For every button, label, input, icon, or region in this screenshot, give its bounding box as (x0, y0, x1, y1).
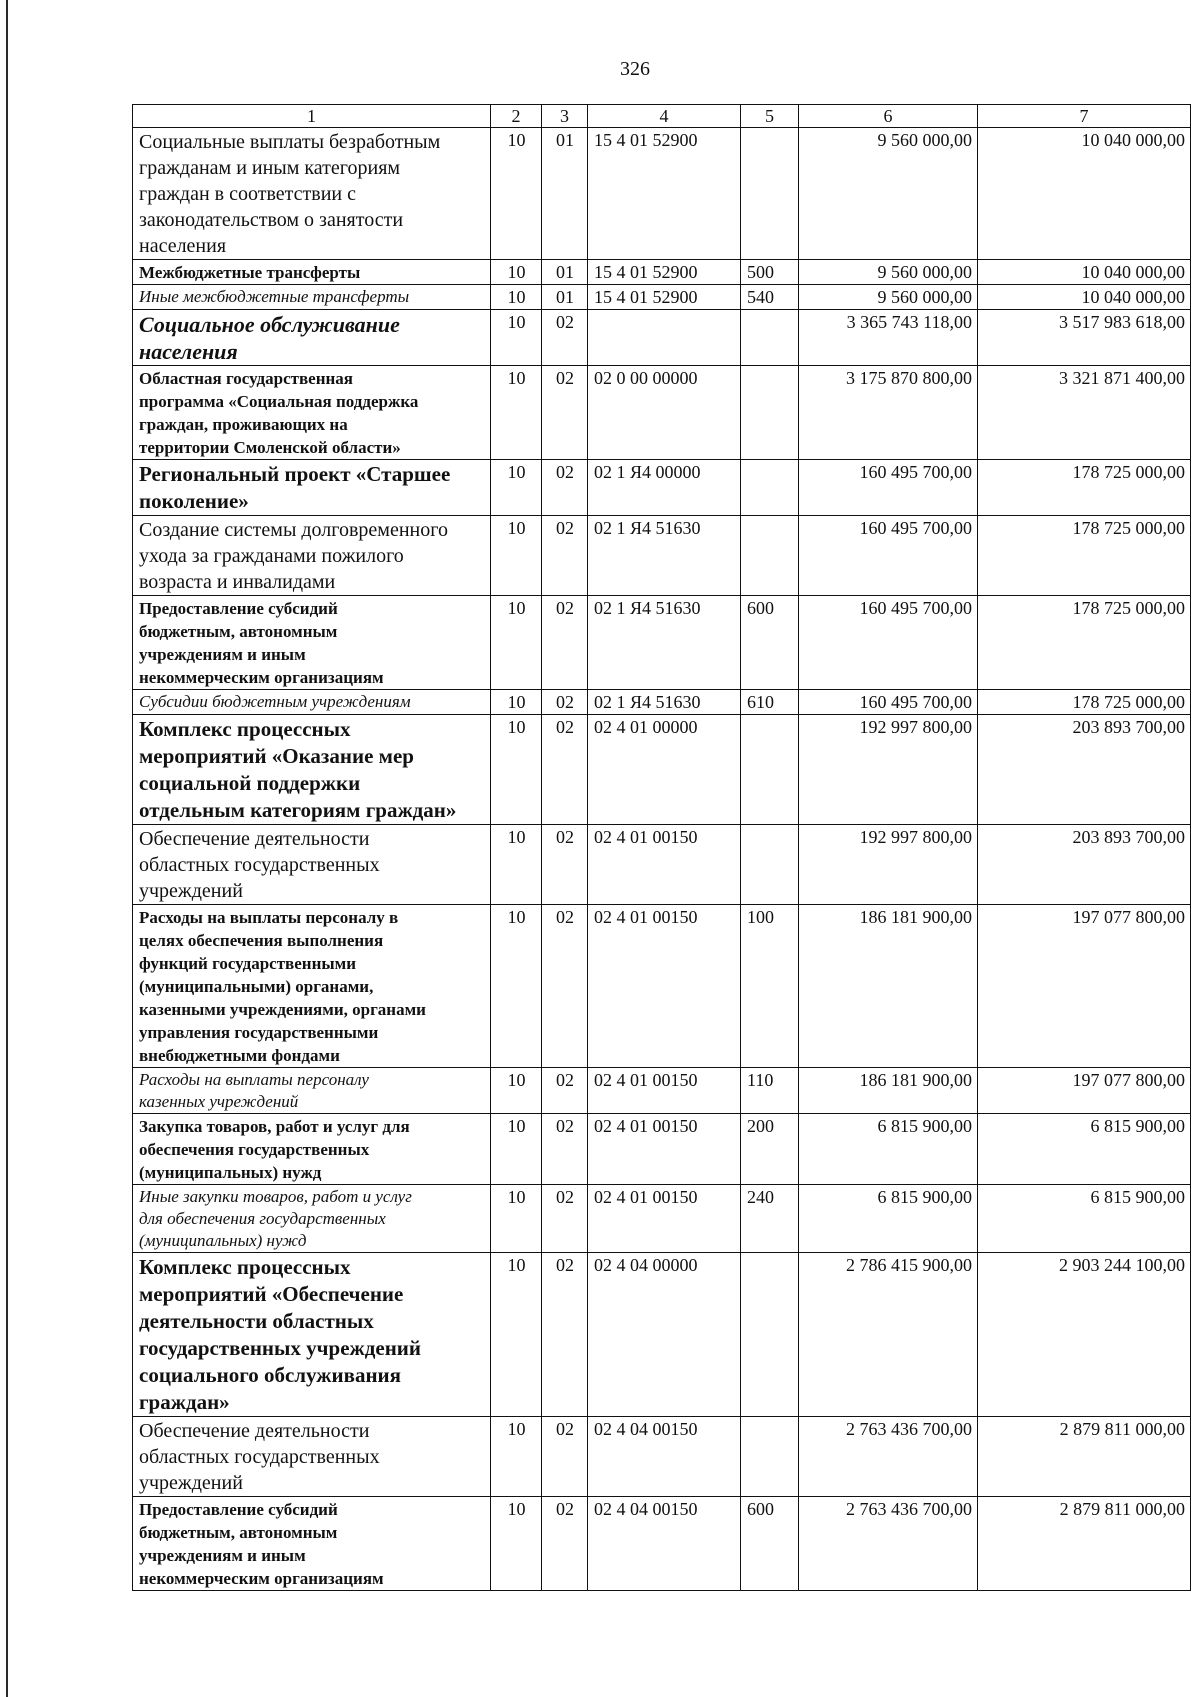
item-name-line: деятельности областных (139, 1309, 374, 1333)
item-name-line: Иные закупки товаров, работ и услуг (139, 1187, 412, 1206)
item-name-line: функций государственными (139, 954, 357, 973)
cell-item-name (133, 1114, 491, 1185)
item-name-line: Расходы на выплаты персоналу (139, 1070, 369, 1089)
item-name-line: Иные межбюджетные трансферты (139, 287, 410, 306)
cell-subsection: 01 (542, 128, 588, 260)
cell-expense-type: 610 (741, 690, 799, 715)
item-name-line: поколение» (139, 489, 249, 513)
cell-amount-year-1: 6 815 900,00 (799, 1185, 978, 1253)
item-name-line: (муниципальными) органами, (139, 977, 374, 996)
table-row (133, 460, 1191, 516)
cell-item-name (133, 905, 491, 1068)
cell-target-article: 02 0 00 00000 (588, 366, 741, 460)
table-row (133, 690, 1191, 715)
table-row (133, 1068, 1191, 1114)
header-col-2: 2 (491, 105, 542, 128)
cell-target-article: 02 4 04 00150 (588, 1497, 741, 1591)
cell-subsection: 02 (542, 1185, 588, 1253)
cell-target-article: 15 4 01 52900 (588, 128, 741, 260)
item-name-line: учреждениям и иным (139, 645, 306, 664)
cell-amount-year-2: 197 077 800,00 (978, 1068, 1191, 1114)
item-name-line: граждан» (139, 1390, 230, 1414)
cell-section: 10 (491, 128, 542, 260)
cell-amount-year-2: 2 879 811 000,00 (978, 1497, 1191, 1591)
item-name-line: Социальное обслуживание (139, 312, 400, 337)
cell-amount-year-2: 6 815 900,00 (978, 1185, 1191, 1253)
item-name-line: казенных учреждений (139, 1092, 299, 1111)
cell-target-article: 15 4 01 52900 (588, 260, 741, 285)
item-name-line: Расходы на выплаты персоналу в (139, 908, 399, 927)
cell-target-article: 02 4 01 00150 (588, 905, 741, 1068)
cell-expense-type (741, 1417, 799, 1497)
item-name-line: Субсидии бюджетным учреждениям (139, 692, 411, 711)
cell-item-name (133, 1068, 491, 1114)
item-name-line: населения (139, 235, 227, 257)
cell-amount-year-2: 203 893 700,00 (978, 825, 1191, 905)
cell-item-name (133, 516, 491, 596)
cell-target-article (588, 310, 741, 366)
cell-target-article: 02 1 Я4 00000 (588, 460, 741, 516)
table-row (133, 905, 1191, 1068)
cell-amount-year-2: 10 040 000,00 (978, 128, 1191, 260)
cell-amount-year-2: 178 725 000,00 (978, 460, 1191, 516)
cell-amount-year-1: 160 495 700,00 (799, 460, 978, 516)
cell-target-article: 02 4 04 00150 (588, 1417, 741, 1497)
item-name-line: Предоставление субсидий (139, 599, 338, 618)
cell-subsection: 02 (542, 1068, 588, 1114)
cell-expense-type (741, 715, 799, 825)
cell-amount-year-1: 192 997 800,00 (799, 825, 978, 905)
cell-expense-type (741, 825, 799, 905)
cell-amount-year-1: 160 495 700,00 (799, 690, 978, 715)
page-number: 326 (620, 58, 650, 80)
cell-expense-type (741, 460, 799, 516)
cell-section: 10 (491, 1114, 542, 1185)
cell-amount-year-1: 3 365 743 118,00 (799, 310, 978, 366)
cell-target-article: 02 4 04 00000 (588, 1253, 741, 1417)
cell-target-article: 15 4 01 52900 (588, 285, 741, 310)
cell-item-name (133, 460, 491, 516)
cell-item-name (133, 690, 491, 715)
cell-amount-year-1: 2 763 436 700,00 (799, 1497, 978, 1591)
cell-section: 10 (491, 1068, 542, 1114)
table-row (133, 1185, 1191, 1253)
item-name-line: мероприятий «Обеспечение (139, 1282, 404, 1306)
cell-expense-type (741, 366, 799, 460)
cell-section: 10 (491, 1497, 542, 1591)
header-col-4: 4 (588, 105, 741, 128)
table-row (133, 1253, 1191, 1417)
table-row (133, 1114, 1191, 1185)
cell-item-name (133, 1185, 491, 1253)
item-name-line: бюджетным, автономным (139, 622, 338, 641)
header-col-3: 3 (542, 105, 588, 128)
cell-expense-type: 600 (741, 596, 799, 690)
cell-amount-year-1: 9 560 000,00 (799, 128, 978, 260)
cell-expense-type (741, 310, 799, 366)
header-col-7: 7 (978, 105, 1191, 128)
item-name-line: учреждений (139, 1472, 243, 1494)
cell-expense-type: 200 (741, 1114, 799, 1185)
cell-amount-year-2: 178 725 000,00 (978, 516, 1191, 596)
cell-amount-year-1: 9 560 000,00 (799, 285, 978, 310)
cell-expense-type: 600 (741, 1497, 799, 1591)
item-name-line: социального обслуживания (139, 1363, 402, 1387)
item-name-line: некоммерческим организациям (139, 668, 384, 687)
item-name-line: населения (139, 339, 238, 364)
item-name-line: Региональный проект «Старшее (139, 462, 451, 486)
cell-subsection: 02 (542, 825, 588, 905)
cell-subsection: 02 (542, 1253, 588, 1417)
cell-section: 10 (491, 260, 542, 285)
cell-amount-year-2: 178 725 000,00 (978, 596, 1191, 690)
cell-target-article: 02 1 Я4 51630 (588, 516, 741, 596)
cell-section: 10 (491, 1185, 542, 1253)
item-name-line: целях обеспечения выполнения (139, 931, 384, 950)
table-row (133, 596, 1191, 690)
table-row (133, 285, 1191, 310)
cell-section: 10 (491, 460, 542, 516)
cell-amount-year-1: 3 175 870 800,00 (799, 366, 978, 460)
item-name-line: ухода за гражданами пожилого (139, 545, 404, 567)
item-name-line: законодательством о занятости (139, 209, 404, 231)
cell-section: 10 (491, 1417, 542, 1497)
cell-amount-year-2: 6 815 900,00 (978, 1114, 1191, 1185)
item-name-line: территории Смоленской области» (139, 438, 401, 457)
cell-amount-year-1: 186 181 900,00 (799, 1068, 978, 1114)
item-name-line: Областная государственная (139, 369, 353, 388)
cell-subsection: 02 (542, 596, 588, 690)
cell-target-article: 02 4 01 00150 (588, 1185, 741, 1253)
cell-amount-year-2: 2 903 244 100,00 (978, 1253, 1191, 1417)
table-row (133, 715, 1191, 825)
cell-section: 10 (491, 285, 542, 310)
item-name-line: управления государственными (139, 1023, 379, 1042)
cell-section: 10 (491, 715, 542, 825)
item-name-line: граждан, проживающих на (139, 415, 348, 434)
item-name-line: учреждениям и иным (139, 1546, 306, 1565)
cell-section: 10 (491, 310, 542, 366)
item-name-line: отдельным категориям граждан» (139, 798, 457, 822)
cell-amount-year-2: 10 040 000,00 (978, 285, 1191, 310)
cell-subsection: 02 (542, 310, 588, 366)
cell-item-name (133, 260, 491, 285)
cell-target-article: 02 4 01 00000 (588, 715, 741, 825)
item-name-line: Комплекс процессных (139, 717, 351, 741)
table-body (133, 105, 1191, 1591)
cell-amount-year-1: 192 997 800,00 (799, 715, 978, 825)
cell-section: 10 (491, 596, 542, 690)
item-name-line: Обеспечение деятельности (139, 1420, 370, 1442)
cell-section: 10 (491, 366, 542, 460)
table-row (133, 1497, 1191, 1591)
budget-table (132, 104, 1191, 1591)
item-name-line: бюджетным, автономным (139, 1523, 338, 1542)
cell-section: 10 (491, 690, 542, 715)
cell-item-name (133, 715, 491, 825)
cell-subsection: 02 (542, 715, 588, 825)
cell-target-article: 02 4 01 00150 (588, 825, 741, 905)
item-name-line: учреждений (139, 880, 243, 902)
cell-expense-type: 110 (741, 1068, 799, 1114)
cell-subsection: 02 (542, 460, 588, 516)
item-name-line: Социальные выплаты безработным (139, 131, 441, 153)
item-name-line: (муниципальных) нужд (139, 1163, 322, 1182)
cell-amount-year-2: 197 077 800,00 (978, 905, 1191, 1068)
cell-amount-year-1: 9 560 000,00 (799, 260, 978, 285)
cell-subsection: 02 (542, 516, 588, 596)
cell-amount-year-2: 203 893 700,00 (978, 715, 1191, 825)
cell-amount-year-2: 178 725 000,00 (978, 690, 1191, 715)
cell-item-name (133, 128, 491, 260)
item-name-line: внебюджетными фондами (139, 1046, 340, 1065)
item-name-line: государственных учреждений (139, 1336, 421, 1360)
cell-item-name (133, 1497, 491, 1591)
cell-target-article: 02 1 Я4 51630 (588, 596, 741, 690)
cell-target-article: 02 4 01 00150 (588, 1114, 741, 1185)
item-name-line: Закупка товаров, работ и услуг для (139, 1117, 410, 1136)
cell-amount-year-2: 2 879 811 000,00 (978, 1417, 1191, 1497)
cell-amount-year-1: 6 815 900,00 (799, 1114, 978, 1185)
cell-target-article: 02 1 Я4 51630 (588, 690, 741, 715)
item-name-line: Предоставление субсидий (139, 1500, 338, 1519)
cell-amount-year-1: 160 495 700,00 (799, 516, 978, 596)
cell-subsection: 02 (542, 690, 588, 715)
item-name-line: областных государственных (139, 854, 380, 876)
cell-amount-year-2: 10 040 000,00 (978, 260, 1191, 285)
cell-section: 10 (491, 516, 542, 596)
cell-expense-type: 500 (741, 260, 799, 285)
cell-expense-type: 540 (741, 285, 799, 310)
item-name-line: гражданам и иным категориям (139, 157, 401, 179)
cell-section: 10 (491, 1253, 542, 1417)
header-col-6: 6 (799, 105, 978, 128)
item-name-line: обеспечения государственных (139, 1140, 370, 1159)
table-row (133, 366, 1191, 460)
cell-amount-year-2: 3 321 871 400,00 (978, 366, 1191, 460)
item-name-line: казенными учреждениями, органами (139, 1000, 426, 1019)
header-col-5: 5 (741, 105, 799, 128)
item-name-line: Межбюджетные трансферты (139, 263, 361, 282)
cell-item-name (133, 285, 491, 310)
cell-subsection: 02 (542, 366, 588, 460)
cell-expense-type: 240 (741, 1185, 799, 1253)
cell-section: 10 (491, 825, 542, 905)
table-row (133, 825, 1191, 905)
item-name-line: социальной поддержки (139, 771, 361, 795)
cell-amount-year-1: 160 495 700,00 (799, 596, 978, 690)
cell-expense-type (741, 516, 799, 596)
cell-item-name (133, 1417, 491, 1497)
cell-amount-year-1: 2 763 436 700,00 (799, 1417, 978, 1497)
item-name-line: возраста и инвалидами (139, 571, 336, 593)
cell-amount-year-1: 186 181 900,00 (799, 905, 978, 1068)
cell-expense-type: 100 (741, 905, 799, 1068)
cell-subsection: 01 (542, 260, 588, 285)
cell-subsection: 02 (542, 1497, 588, 1591)
table-row (133, 128, 1191, 260)
cell-target-article: 02 4 01 00150 (588, 1068, 741, 1114)
item-name-line: программа «Социальная поддержка (139, 392, 419, 411)
table-row (133, 260, 1191, 285)
cell-amount-year-1: 2 786 415 900,00 (799, 1253, 978, 1417)
cell-item-name (133, 310, 491, 366)
cell-subsection: 01 (542, 285, 588, 310)
item-name-line: для обеспечения государственных (139, 1209, 386, 1228)
cell-item-name (133, 1253, 491, 1417)
cell-item-name (133, 366, 491, 460)
item-name-line: Комплекс процессных (139, 1255, 351, 1279)
item-name-line: (муниципальных) нужд (139, 1231, 307, 1250)
item-name-line: Обеспечение деятельности (139, 828, 370, 850)
cell-item-name (133, 596, 491, 690)
table-header-row (133, 105, 1191, 128)
item-name-line: граждан в соответствии с (139, 183, 356, 205)
item-name-line: Создание системы долговременного (139, 519, 448, 541)
cell-expense-type (741, 1253, 799, 1417)
cell-subsection: 02 (542, 905, 588, 1068)
table-row (133, 310, 1191, 366)
cell-item-name (133, 825, 491, 905)
scan-edge-line (6, 0, 8, 1697)
cell-subsection: 02 (542, 1114, 588, 1185)
cell-amount-year-2: 3 517 983 618,00 (978, 310, 1191, 366)
table-row (133, 1417, 1191, 1497)
header-col-1: 1 (133, 105, 491, 128)
cell-subsection: 02 (542, 1417, 588, 1497)
cell-expense-type (741, 128, 799, 260)
table-row (133, 516, 1191, 596)
item-name-line: некоммерческим организациям (139, 1569, 384, 1588)
item-name-line: областных государственных (139, 1446, 380, 1468)
item-name-line: мероприятий «Оказание мер (139, 744, 414, 768)
cell-section: 10 (491, 905, 542, 1068)
